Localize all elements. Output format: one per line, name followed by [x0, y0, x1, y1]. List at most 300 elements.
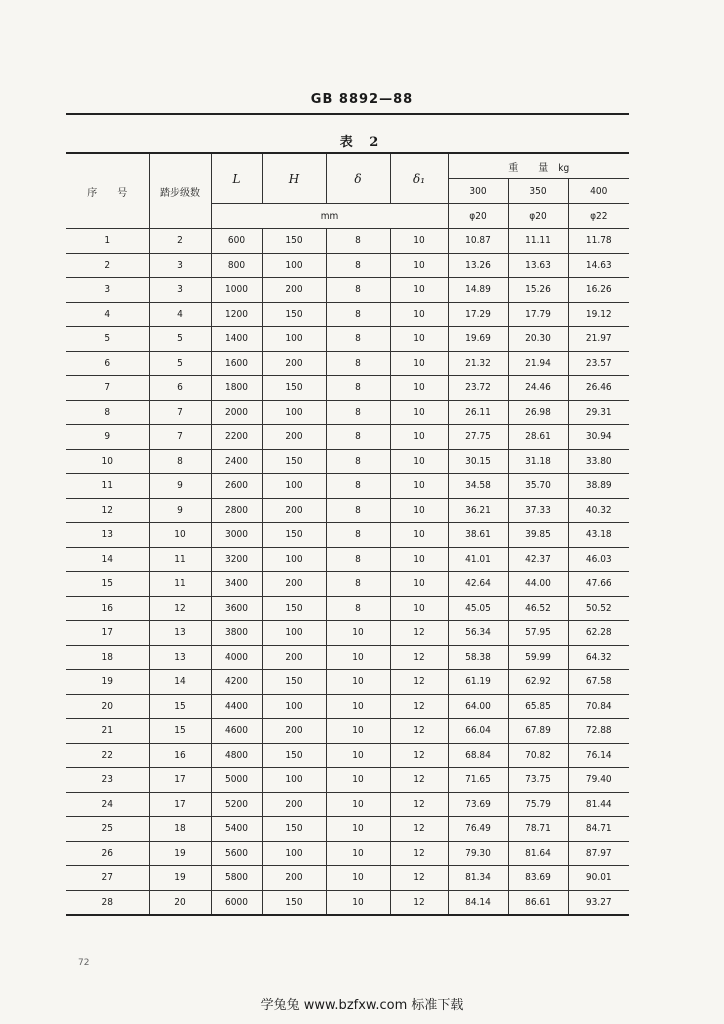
- table-cell: 150: [262, 670, 326, 695]
- table-cell: 4600: [211, 719, 262, 744]
- table-cell: 2600: [211, 474, 262, 499]
- table-cell: 10: [390, 474, 448, 499]
- table-cell: 100: [262, 327, 326, 352]
- table-row: [66, 841, 629, 866]
- table-cell: 75.79: [508, 792, 568, 817]
- table-cell: 9: [149, 474, 211, 499]
- table-cell: 46.03: [568, 547, 629, 572]
- col-header-delta1: δ₁: [390, 153, 448, 204]
- table-cell: 13: [149, 645, 211, 670]
- table-cell: 22: [66, 743, 149, 768]
- table-cell: 200: [262, 645, 326, 670]
- table-cell: 14: [66, 547, 149, 572]
- table-cell: 43.18: [568, 523, 629, 548]
- table-cell: 87.97: [568, 841, 629, 866]
- table-cell: 3200: [211, 547, 262, 572]
- table-cell: 18: [149, 817, 211, 842]
- table-cell: 15: [66, 572, 149, 597]
- table-cell: 12: [390, 890, 448, 915]
- weight-table: [66, 152, 629, 916]
- table-cell: 10: [326, 645, 390, 670]
- table-cell: 76.14: [568, 743, 629, 768]
- table-cell: 20: [66, 694, 149, 719]
- table-cell: 62.28: [568, 621, 629, 646]
- table-cell: 16: [149, 743, 211, 768]
- table-cell: 3800: [211, 621, 262, 646]
- table-cell: 5: [149, 351, 211, 376]
- table-cell: 19.12: [568, 302, 629, 327]
- table-cell: 24.46: [508, 376, 568, 401]
- table-cell: 10: [326, 792, 390, 817]
- table-cell: 23: [66, 768, 149, 793]
- table-row: [66, 719, 629, 744]
- table-cell: 3000: [211, 523, 262, 548]
- table-cell: 72.88: [568, 719, 629, 744]
- table-row: [66, 425, 629, 450]
- table-cell: 11.11: [508, 229, 568, 254]
- table-cell: 200: [262, 792, 326, 817]
- table-cell: 5200: [211, 792, 262, 817]
- table-cell: 1000: [211, 278, 262, 303]
- weight-width-300: 300: [448, 179, 508, 204]
- table-cell: 100: [262, 547, 326, 572]
- table-cell: 19.69: [448, 327, 508, 352]
- table-cell: 12: [390, 670, 448, 695]
- table-cell: 8: [326, 253, 390, 278]
- table-cell: 41.01: [448, 547, 508, 572]
- table-row: [66, 229, 629, 254]
- table-row: [66, 400, 629, 425]
- table-cell: 15: [149, 719, 211, 744]
- table-cell: 150: [262, 523, 326, 548]
- table-cell: 100: [262, 621, 326, 646]
- table-cell: 65.85: [508, 694, 568, 719]
- table-cell: 13: [149, 621, 211, 646]
- page-number: 72: [78, 958, 90, 968]
- table-cell: 67.58: [568, 670, 629, 695]
- table-cell: 35.70: [508, 474, 568, 499]
- table-cell: 13.26: [448, 253, 508, 278]
- table-cell: 3: [149, 278, 211, 303]
- table-cell: 6: [149, 376, 211, 401]
- table-cell: 11: [66, 474, 149, 499]
- table-cell: 62.92: [508, 670, 568, 695]
- table-row: [66, 376, 629, 401]
- table-cell: 81.44: [568, 792, 629, 817]
- table-cell: 25: [66, 817, 149, 842]
- weight-dia-1: φ20: [448, 204, 508, 229]
- weight-dia-2: φ20: [508, 204, 568, 229]
- table-cell: 11: [149, 547, 211, 572]
- table-cell: 200: [262, 425, 326, 450]
- table-cell: 56.34: [448, 621, 508, 646]
- table-row: [66, 621, 629, 646]
- table-cell: 42.64: [448, 572, 508, 597]
- table-cell: 14.89: [448, 278, 508, 303]
- table-row: [66, 327, 629, 352]
- table-cell: 10: [390, 596, 448, 621]
- col-header-seq: 序 号: [66, 153, 149, 229]
- table-row: [66, 572, 629, 597]
- table-cell: 23.72: [448, 376, 508, 401]
- table-cell: 12: [390, 719, 448, 744]
- table-cell: 10: [390, 547, 448, 572]
- table-cell: 6: [66, 351, 149, 376]
- table-cell: 21.97: [568, 327, 629, 352]
- table-cell: 200: [262, 572, 326, 597]
- table-row: [66, 596, 629, 621]
- table-cell: 81.64: [508, 841, 568, 866]
- table-cell: 12: [390, 866, 448, 891]
- table-cell: 16.26: [568, 278, 629, 303]
- col-header-steps: 踏步级数: [149, 153, 211, 229]
- table-cell: 13: [66, 523, 149, 548]
- table-cell: 5400: [211, 817, 262, 842]
- table-cell: 16: [66, 596, 149, 621]
- table-cell: 100: [262, 474, 326, 499]
- table-cell: 8: [326, 498, 390, 523]
- table-cell: 12: [390, 768, 448, 793]
- table-cell: 3400: [211, 572, 262, 597]
- table-row: [66, 694, 629, 719]
- table-row: [66, 523, 629, 548]
- table-cell: 150: [262, 449, 326, 474]
- footer-watermark: 学兔兔 www.bzfxw.com 标准下载: [260, 998, 464, 1013]
- table-cell: 11.78: [568, 229, 629, 254]
- table-cell: 19: [66, 670, 149, 695]
- table-cell: 10: [326, 670, 390, 695]
- table-row: [66, 498, 629, 523]
- table-cell: 66.04: [448, 719, 508, 744]
- table-cell: 200: [262, 498, 326, 523]
- table-cell: 23.57: [568, 351, 629, 376]
- table-cell: 10: [390, 376, 448, 401]
- table-cell: 10: [326, 890, 390, 915]
- table-cell: 7: [66, 376, 149, 401]
- table-row: [66, 351, 629, 376]
- table-row: [66, 890, 629, 915]
- table-cell: 10: [390, 400, 448, 425]
- table-cell: 27.75: [448, 425, 508, 450]
- table-cell: 81.34: [448, 866, 508, 891]
- table-cell: 600: [211, 229, 262, 254]
- table-cell: 12: [66, 498, 149, 523]
- col-header-H: H: [262, 153, 326, 204]
- table-cell: 10: [390, 498, 448, 523]
- table-cell: 70.84: [568, 694, 629, 719]
- table-cell: 8: [66, 400, 149, 425]
- table-cell: 83.69: [508, 866, 568, 891]
- table-cell: 10: [149, 523, 211, 548]
- col-header-L: L: [211, 153, 262, 204]
- table-cell: 8: [149, 449, 211, 474]
- table-cell: 10: [326, 694, 390, 719]
- table-cell: 73.75: [508, 768, 568, 793]
- standard-code-header: GB 8892—88: [310, 92, 414, 107]
- table-cell: 93.27: [568, 890, 629, 915]
- table-cell: 90.01: [568, 866, 629, 891]
- table-cell: 12: [390, 817, 448, 842]
- table-cell: 57.95: [508, 621, 568, 646]
- table-cell: 12: [390, 621, 448, 646]
- table-cell: 7: [149, 400, 211, 425]
- table-cell: 42.37: [508, 547, 568, 572]
- table-cell: 86.61: [508, 890, 568, 915]
- table-cell: 150: [262, 890, 326, 915]
- table-cell: 5: [149, 327, 211, 352]
- table-cell: 150: [262, 229, 326, 254]
- table-cell: 9: [66, 425, 149, 450]
- table-caption: 表 2: [339, 135, 385, 150]
- table-cell: 3600: [211, 596, 262, 621]
- table-cell: 12: [390, 694, 448, 719]
- table-cell: 150: [262, 302, 326, 327]
- table-cell: 31.18: [508, 449, 568, 474]
- table-cell: 10: [390, 278, 448, 303]
- table-cell: 12: [390, 792, 448, 817]
- table-row: [66, 817, 629, 842]
- table-cell: 200: [262, 351, 326, 376]
- table-cell: 37.33: [508, 498, 568, 523]
- table-cell: 5: [66, 327, 149, 352]
- table-cell: 10: [326, 866, 390, 891]
- table-cell: 8: [326, 278, 390, 303]
- table-cell: 30.94: [568, 425, 629, 450]
- table-cell: 10: [390, 572, 448, 597]
- col-header-weight: 重 量 kg: [448, 153, 629, 179]
- table-cell: 8: [326, 474, 390, 499]
- table-cell: 8: [326, 523, 390, 548]
- table-cell: 10: [390, 449, 448, 474]
- table-cell: 61.19: [448, 670, 508, 695]
- table-cell: 50.52: [568, 596, 629, 621]
- table-cell: 100: [262, 694, 326, 719]
- table-cell: 10: [326, 743, 390, 768]
- table-cell: 79.30: [448, 841, 508, 866]
- table-cell: 38.89: [568, 474, 629, 499]
- table-cell: 4400: [211, 694, 262, 719]
- table-cell: 12: [390, 645, 448, 670]
- table-cell: 10: [390, 253, 448, 278]
- header-rule: [66, 113, 629, 115]
- table-cell: 78.71: [508, 817, 568, 842]
- table-cell: 34.58: [448, 474, 508, 499]
- table-cell: 150: [262, 743, 326, 768]
- table-cell: 4000: [211, 645, 262, 670]
- table-cell: 21.94: [508, 351, 568, 376]
- table-cell: 30.15: [448, 449, 508, 474]
- table-cell: 17: [149, 792, 211, 817]
- table-cell: 79.40: [568, 768, 629, 793]
- table-cell: 64.00: [448, 694, 508, 719]
- table-cell: 150: [262, 376, 326, 401]
- table-cell: 200: [262, 719, 326, 744]
- table-cell: 46.52: [508, 596, 568, 621]
- table-cell: 28.61: [508, 425, 568, 450]
- table-cell: 10: [66, 449, 149, 474]
- table-cell: 1200: [211, 302, 262, 327]
- table-cell: 8: [326, 302, 390, 327]
- table-cell: 5800: [211, 866, 262, 891]
- table-cell: 26: [66, 841, 149, 866]
- weight-width-350: 350: [508, 179, 568, 204]
- table-cell: 12: [390, 841, 448, 866]
- table-cell: 8: [326, 449, 390, 474]
- col-header-delta: δ: [326, 153, 390, 204]
- table-cell: 10: [326, 621, 390, 646]
- table-cell: 26.46: [568, 376, 629, 401]
- table-row: [66, 670, 629, 695]
- table-cell: 8: [326, 596, 390, 621]
- table-cell: 6000: [211, 890, 262, 915]
- table-cell: 84.71: [568, 817, 629, 842]
- table-cell: 3: [66, 278, 149, 303]
- table-cell: 800: [211, 253, 262, 278]
- table-row: [66, 645, 629, 670]
- table-cell: 28: [66, 890, 149, 915]
- table-cell: 3: [149, 253, 211, 278]
- table-cell: 10: [326, 817, 390, 842]
- table-cell: 26.98: [508, 400, 568, 425]
- table-cell: 2200: [211, 425, 262, 450]
- table-cell: 19: [149, 866, 211, 891]
- table-cell: 11: [149, 572, 211, 597]
- table-cell: 10: [390, 302, 448, 327]
- table-cell: 1400: [211, 327, 262, 352]
- table-cell: 70.82: [508, 743, 568, 768]
- table-cell: 100: [262, 768, 326, 793]
- table-cell: 10: [390, 229, 448, 254]
- table-cell: 8: [326, 376, 390, 401]
- table-cell: 5600: [211, 841, 262, 866]
- table-cell: 19: [149, 841, 211, 866]
- table-cell: 8: [326, 572, 390, 597]
- table-cell: 15.26: [508, 278, 568, 303]
- table-cell: 44.00: [508, 572, 568, 597]
- table-cell: 9: [149, 498, 211, 523]
- table-cell: 8: [326, 351, 390, 376]
- table-cell: 4800: [211, 743, 262, 768]
- table-cell: 100: [262, 400, 326, 425]
- table-cell: 27: [66, 866, 149, 891]
- table-cell: 4: [149, 302, 211, 327]
- table-cell: 21: [66, 719, 149, 744]
- table-cell: 38.61: [448, 523, 508, 548]
- table-cell: 100: [262, 841, 326, 866]
- table-cell: 1800: [211, 376, 262, 401]
- table-cell: 150: [262, 596, 326, 621]
- table-cell: 73.69: [448, 792, 508, 817]
- table-cell: 2400: [211, 449, 262, 474]
- table-row: [66, 866, 629, 891]
- table-cell: 20.30: [508, 327, 568, 352]
- table-cell: 10: [390, 523, 448, 548]
- table-cell: 15: [149, 694, 211, 719]
- table-cell: 45.05: [448, 596, 508, 621]
- table-cell: 17.79: [508, 302, 568, 327]
- table-cell: 12: [149, 596, 211, 621]
- table-cell: 67.89: [508, 719, 568, 744]
- table-cell: 40.32: [568, 498, 629, 523]
- table-cell: 2: [66, 253, 149, 278]
- table-cell: 10: [390, 327, 448, 352]
- table-cell: 8: [326, 400, 390, 425]
- table-cell: 33.80: [568, 449, 629, 474]
- table-cell: 4: [66, 302, 149, 327]
- table-row: [66, 302, 629, 327]
- table-cell: 59.99: [508, 645, 568, 670]
- table-row: [66, 547, 629, 572]
- table-cell: 39.85: [508, 523, 568, 548]
- table-row: [66, 474, 629, 499]
- table-cell: 14: [149, 670, 211, 695]
- table-cell: 47.66: [568, 572, 629, 597]
- table-cell: 17: [66, 621, 149, 646]
- table-cell: 68.84: [448, 743, 508, 768]
- table-cell: 17: [149, 768, 211, 793]
- table-cell: 24: [66, 792, 149, 817]
- table-cell: 4200: [211, 670, 262, 695]
- table-cell: 13.63: [508, 253, 568, 278]
- table-cell: 2800: [211, 498, 262, 523]
- table-cell: 10: [326, 841, 390, 866]
- table-cell: 84.14: [448, 890, 508, 915]
- table-cell: 64.32: [568, 645, 629, 670]
- table-cell: 10: [390, 425, 448, 450]
- table-cell: 100: [262, 253, 326, 278]
- table-cell: 14.63: [568, 253, 629, 278]
- table-cell: 71.65: [448, 768, 508, 793]
- table-cell: 58.38: [448, 645, 508, 670]
- table-row: [66, 768, 629, 793]
- table-cell: 29.31: [568, 400, 629, 425]
- table-cell: 21.32: [448, 351, 508, 376]
- table-cell: 10: [326, 768, 390, 793]
- table-cell: 26.11: [448, 400, 508, 425]
- table-cell: 36.21: [448, 498, 508, 523]
- table-cell: 1600: [211, 351, 262, 376]
- table-cell: 10: [326, 719, 390, 744]
- table-cell: 8: [326, 229, 390, 254]
- table-cell: 200: [262, 278, 326, 303]
- table-row: [66, 792, 629, 817]
- table-cell: 17.29: [448, 302, 508, 327]
- table-cell: 7: [149, 425, 211, 450]
- table-cell: 200: [262, 866, 326, 891]
- table-row: [66, 449, 629, 474]
- table-cell: 10: [390, 351, 448, 376]
- table-cell: 2000: [211, 400, 262, 425]
- table-cell: 20: [149, 890, 211, 915]
- table-row: [66, 743, 629, 768]
- table-cell: 8: [326, 425, 390, 450]
- weight-dia-3: φ22: [568, 204, 629, 229]
- table-cell: 76.49: [448, 817, 508, 842]
- weight-width-400: 400: [568, 179, 629, 204]
- table-cell: 2: [149, 229, 211, 254]
- table-cell: 8: [326, 547, 390, 572]
- unit-mm: mm: [211, 204, 448, 229]
- table-row: [66, 278, 629, 303]
- table-cell: 150: [262, 817, 326, 842]
- table-cell: 18: [66, 645, 149, 670]
- table-cell: 10.87: [448, 229, 508, 254]
- table-cell: 8: [326, 327, 390, 352]
- table-cell: 5000: [211, 768, 262, 793]
- table-cell: 12: [390, 743, 448, 768]
- table-cell: 1: [66, 229, 149, 254]
- table-row: [66, 253, 629, 278]
